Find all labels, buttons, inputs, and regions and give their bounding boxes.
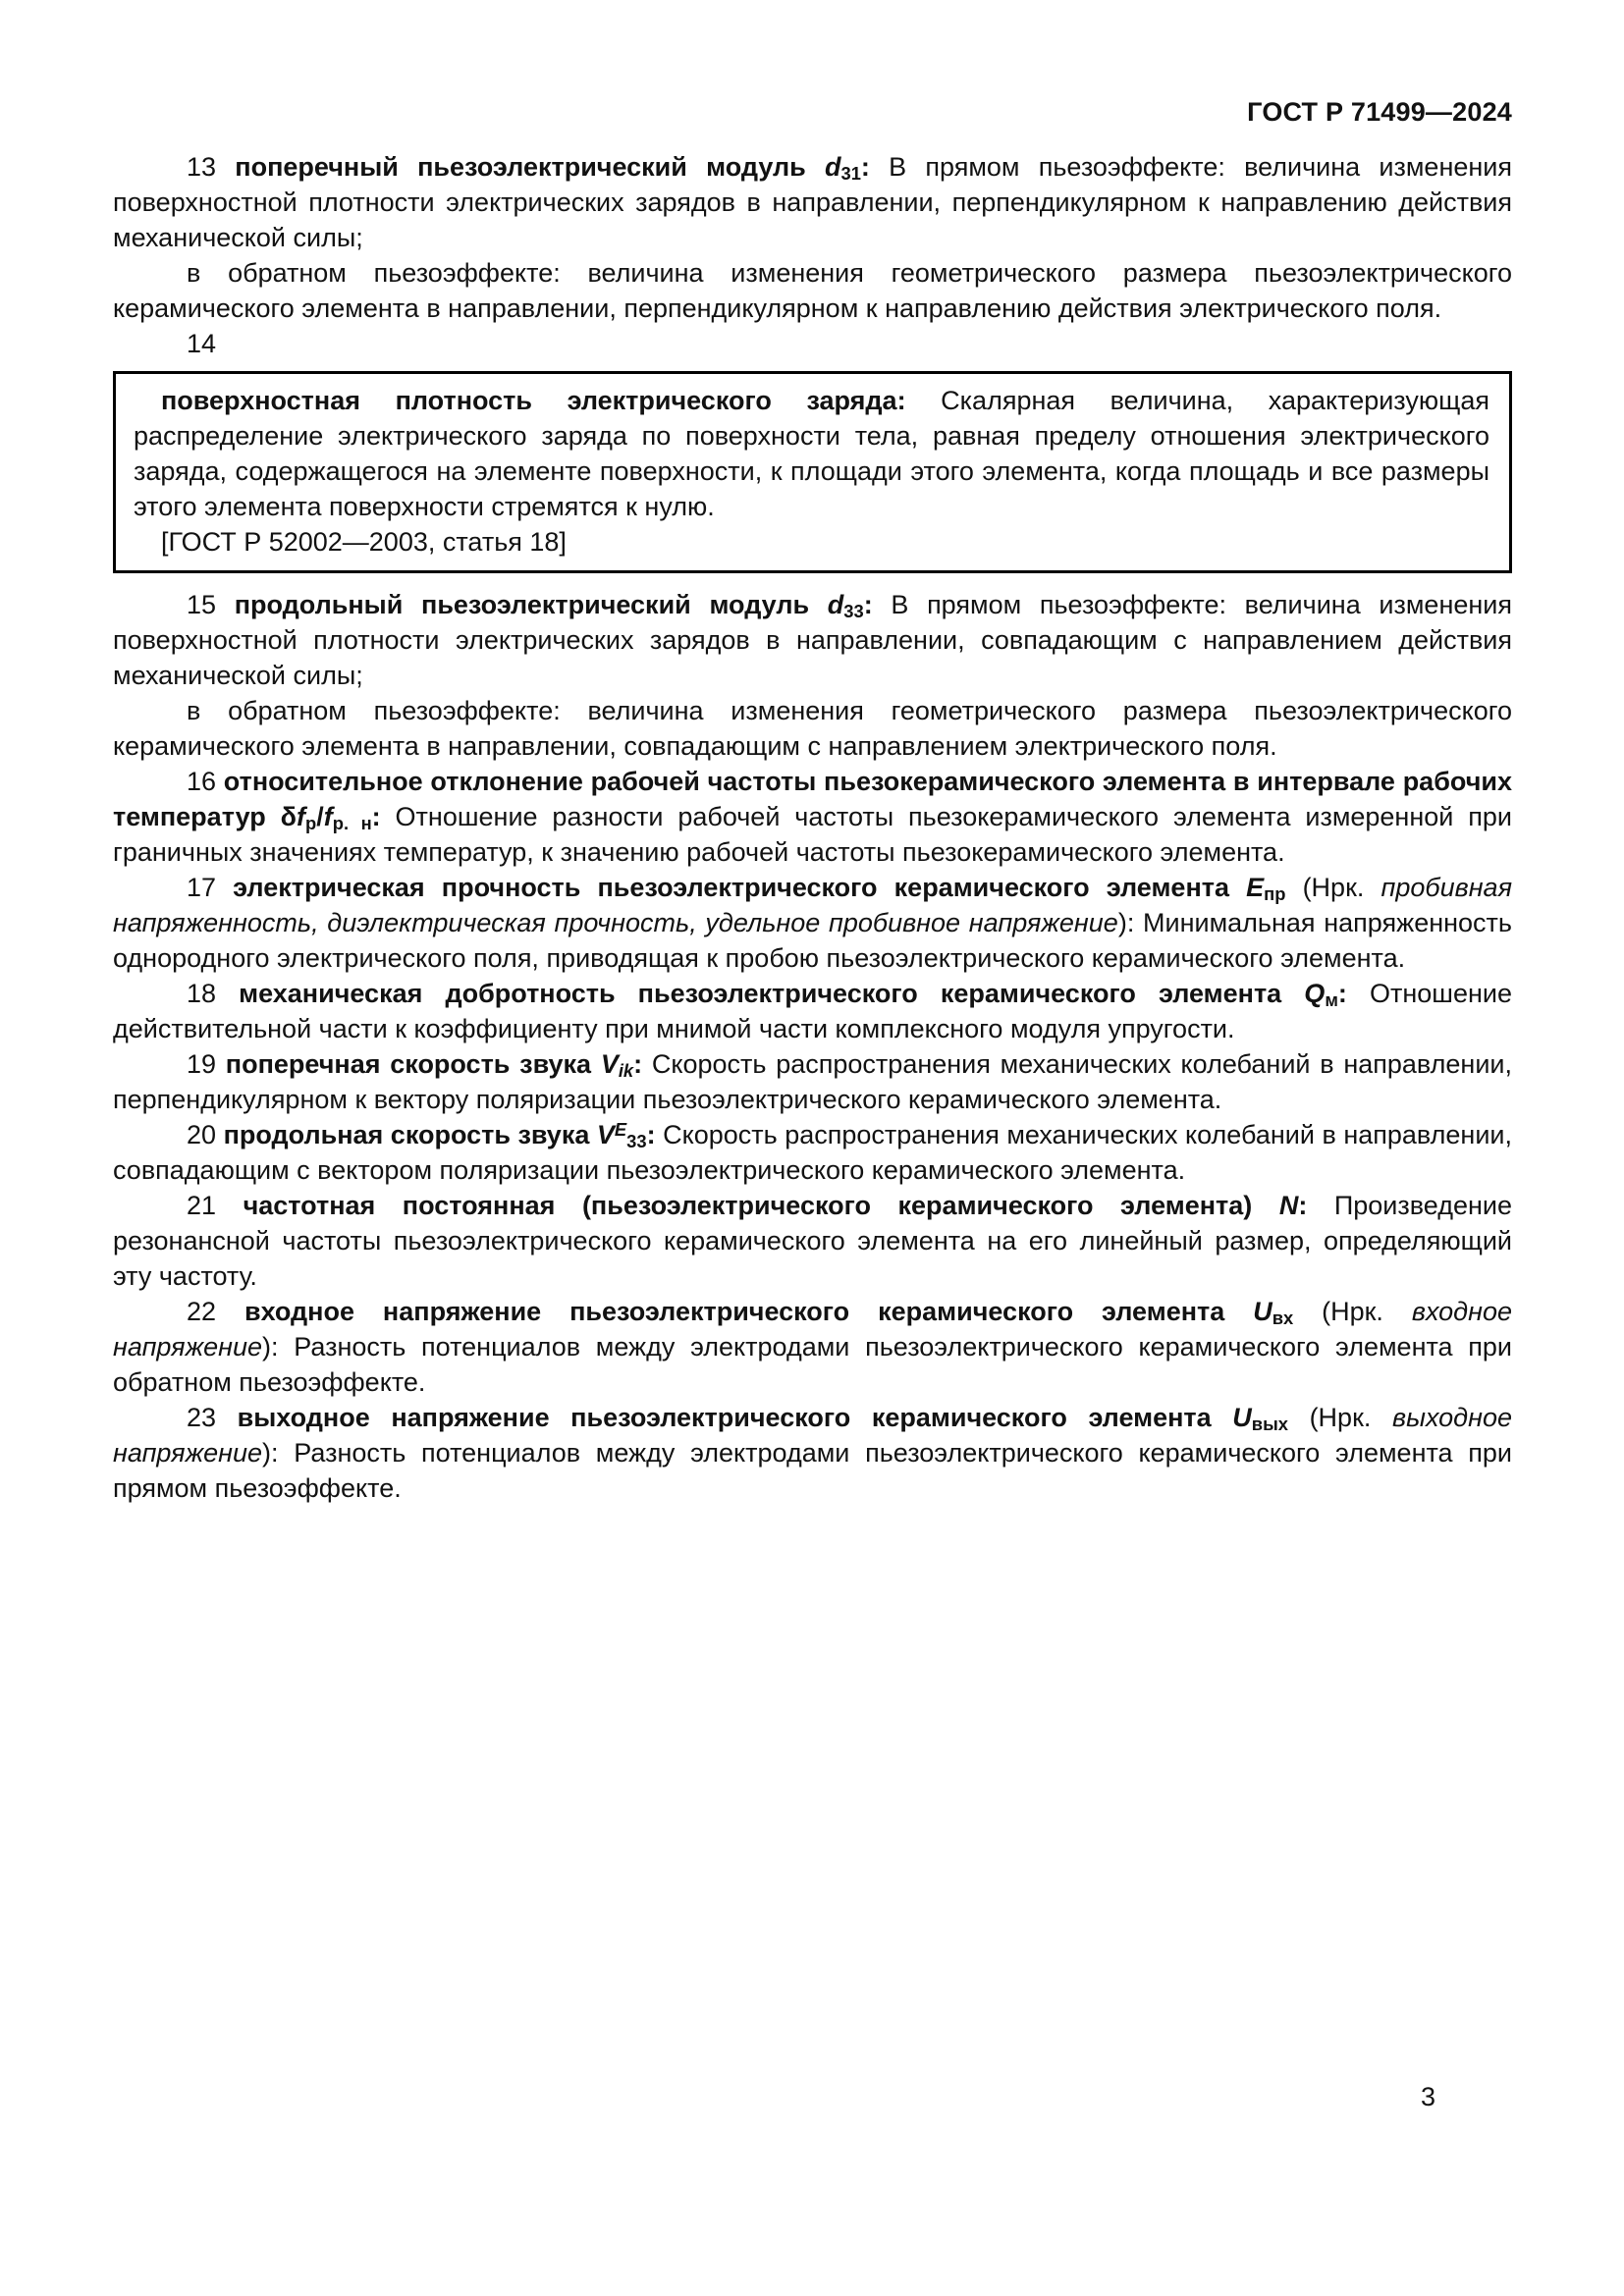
term-14-source-reference: [ГОСТ Р 52002—2003, статья 18] (161, 527, 567, 557)
term-14-definition-box (113, 371, 1512, 573)
document-body (113, 149, 1512, 1506)
term-19-definition: 19 поперечная скорость звука $V_{ik}$: Скорость распространения механических колебаний в направлении, перпендикулярном к вектору поляризации пьезоэлектрического керамического элемента. (113, 1049, 1512, 1114)
term-15-definition-inverse: в обратном пьезоэффекте: величина изменения геометрического размера пьезоэлектрического керамического элемента в направлении, совпадающим с направлением электрического поля. (113, 696, 1512, 761)
term-17-definition: 17 электрическая прочность пьезоэлектрического керамического элемента $E_{пр}$ (Нрк. пробивная напряженность, диэлектрическая прочность, удельное пробивное напряжение): Минимальная напряженность однородного электрического поля, приводящая к пробою пьезоэлектрического керамического элемента. (113, 873, 1512, 973)
term-18-definition: 18 механическая добротность пьезоэлектрического керамического элемента $Q_м$: Отношение действительной части к коэффициенту при мнимой части комплексного модуля упругости. (113, 979, 1512, 1043)
term-16-definition: 16 относительное отклонение рабочей частоты пьезокерамического элемента в интервале рабочих температур $\delta f_р/f_{р. н}$: Отношение разности рабочей частоты пьезокерамического элемента измеренной при граничных значениях температур, к значению рабочей частоты пьезокерамического элемента. (113, 767, 1512, 867)
term-20-definition: 20 продольная скорость звука $V^E_{33}$: Скорость распространения механических колебаний в направлении, совпадающим с вектором поляризации пьезоэлектрического керамического элемента. (113, 1118, 1512, 1185)
term-22-definition: 22 входное напряжение пьезоэлектрического керамического элемента $U_{вх}$ (Нрк. входное напряжение): Разность потенциалов между электродами пьезоэлектрического керамического элемента при обратном пьезоэффекте. (113, 1297, 1512, 1397)
term-14-definition: поверхностная плотность электрического заряда: Скалярная величина, характеризующая распределение электрического заряда по поверхности тела, равная пределу отношения электрического заряда, содержащегося на элементе поверхности, к площади этого элемента, когда площадь и все размеры этого элемента поверхности стремятся к нулю. (134, 386, 1489, 521)
term-23-definition: 23 выходное напряжение пьезоэлектрического керамического элемента $U_{вых}$ (Нрк. выходное напряжение): Разность потенциалов между электродами пьезоэлектрического керамического элемента при прямом пьезоэффекте. (113, 1403, 1512, 1503)
term-13-definition-direct: 13 поперечный пьезоэлектрический модуль $d_{31}$: В прямом пьезоэффекте: величина изменения поверхностной плотности электрических зарядов в направлении, перпендикулярном к направлению действия механической силы; (113, 152, 1512, 252)
page-number: 3 (1420, 2082, 1435, 2111)
term-13-definition-inverse: в обратном пьезоэффекте: величина изменения геометрического размера пьезоэлектрического керамического элемента в направлении, перпендикулярном к направлению действия электрического поля. (113, 258, 1512, 323)
term-21-definition: 21 частотная постоянная (пьезоэлектрического керамического элемента) N: Произведение резонансной частоты пьезоэлектрического керамического элемента на его линейный размер, определяющий эту частоту. (113, 1191, 1512, 1291)
term-15-definition-direct: 15 продольный пьезоэлектрический модуль $d_{33}$: В прямом пьезоэффекте: величина изменения поверхностной плотности электрических зарядов в направлении, совпадающим с направлением действия механической силы; (113, 590, 1512, 690)
document-code: ГОСТ Р 71499—2024 (1247, 97, 1512, 127)
term-14-number: 14 (187, 329, 217, 358)
